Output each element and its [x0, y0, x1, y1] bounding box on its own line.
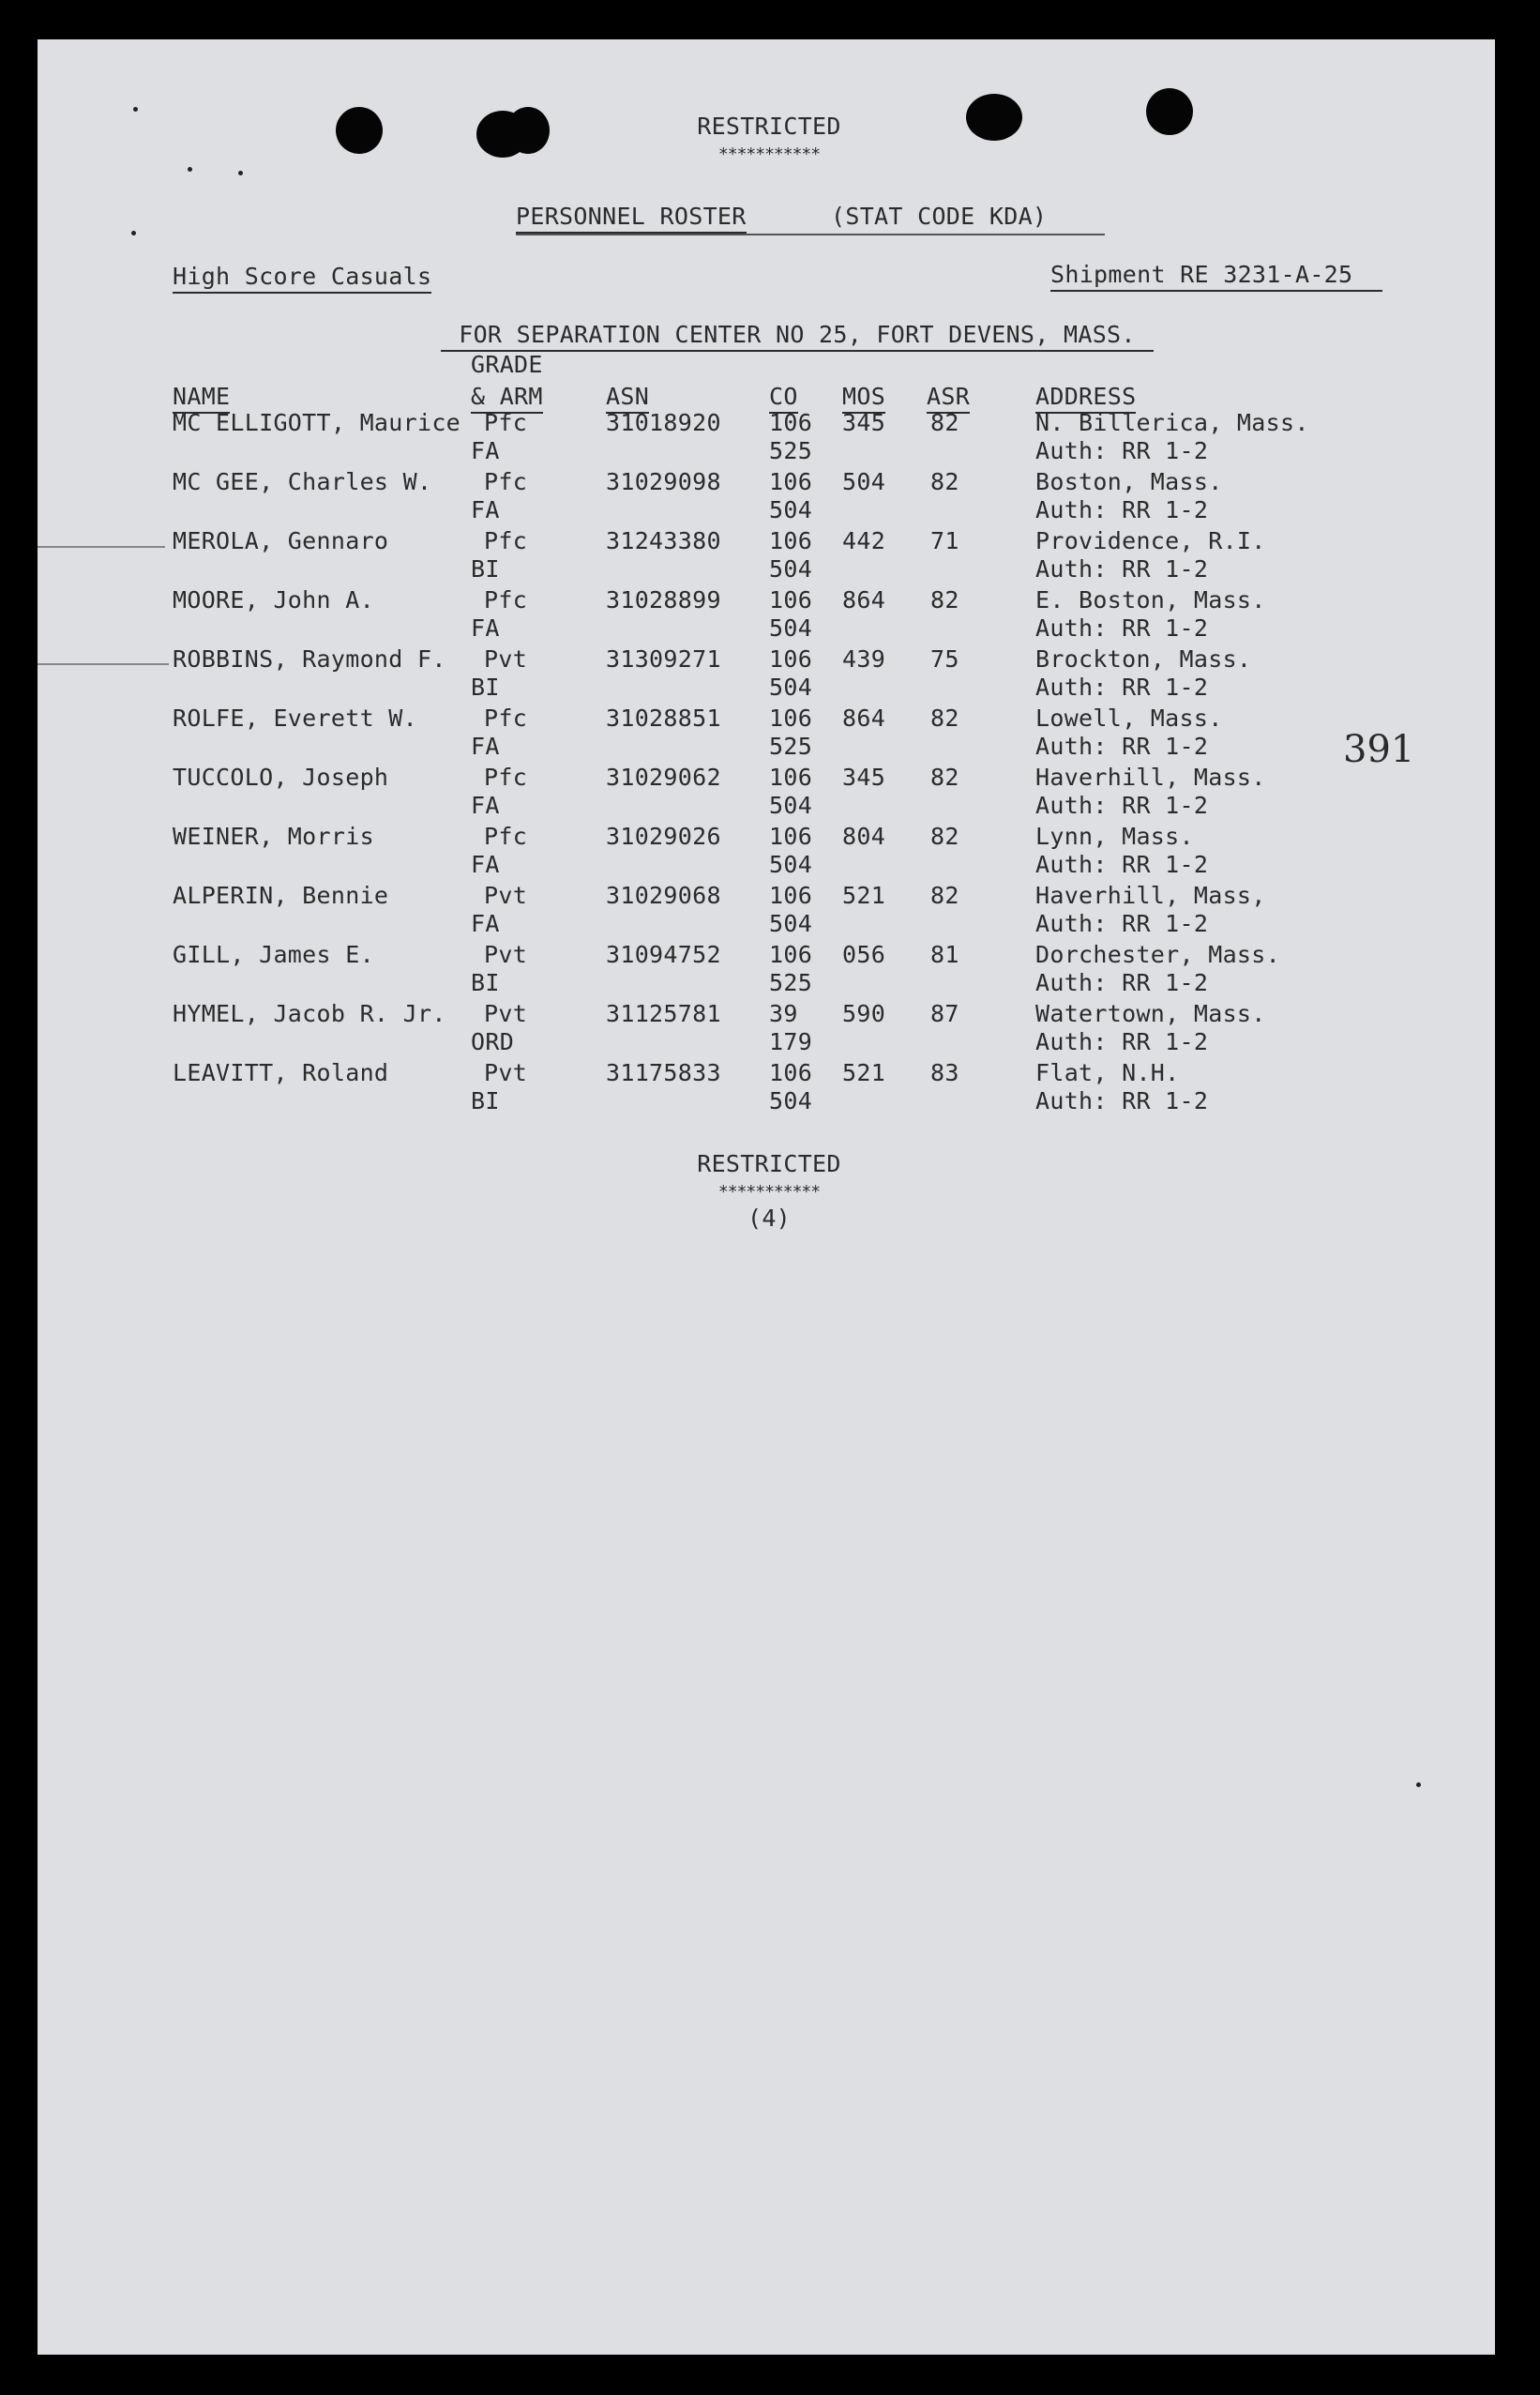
- row-name: MC ELLIGOTT, Maurice: [173, 409, 461, 436]
- row-co-1: 106: [769, 705, 813, 732]
- punch-hole: [966, 94, 1022, 141]
- row-address: Providence, R.I.: [1035, 527, 1266, 554]
- row-co-1: 106: [769, 882, 813, 909]
- row-address: E. Boston, Mass.: [1035, 586, 1266, 614]
- row-arm: FA: [471, 910, 500, 937]
- row-grade: Pvt: [484, 882, 528, 909]
- document-page: [38, 39, 1495, 2355]
- row-name: WEINER, Morris: [173, 823, 374, 850]
- row-mos: 521: [842, 1059, 886, 1086]
- table-row: [38, 527, 1495, 585]
- row-name: MEROLA, Gennaro: [173, 527, 389, 554]
- row-name: MC GEE, Charles W.: [173, 468, 432, 495]
- row-auth: Auth: RR 1-2: [1035, 437, 1209, 464]
- table-row: [38, 1059, 1495, 1117]
- stamped-page-number: 391: [1343, 728, 1415, 771]
- row-address: Dorchester, Mass.: [1035, 941, 1280, 968]
- row-co-2: 504: [769, 555, 813, 583]
- column-asr: ASR: [927, 383, 970, 414]
- column-mos: MOS: [842, 383, 885, 414]
- row-mos: 864: [842, 705, 886, 732]
- row-mos: 504: [842, 468, 886, 495]
- row-asr: 83: [930, 1059, 959, 1086]
- row-co-1: 106: [769, 1059, 813, 1086]
- table-row: [38, 1000, 1495, 1058]
- table-row: [38, 468, 1495, 526]
- row-asn: 31018920: [606, 409, 721, 436]
- speck: [238, 171, 243, 175]
- row-asr: 82: [930, 823, 959, 850]
- row-mos: 590: [842, 1000, 886, 1027]
- row-asr: 87: [930, 1000, 959, 1027]
- row-address: Boston, Mass.: [1035, 468, 1223, 495]
- row-co-1: 106: [769, 645, 813, 673]
- column-asn: ASN: [606, 383, 649, 414]
- destination-label: FOR SEPARATION CENTER NO 25, FORT DEVENS, MASS.: [441, 321, 1154, 352]
- row-auth: Auth: RR 1-2: [1035, 792, 1209, 819]
- table-row: [38, 882, 1495, 940]
- row-arm: BI: [471, 555, 500, 583]
- row-mos: 804: [842, 823, 886, 850]
- row-co-2: 525: [769, 437, 813, 464]
- row-asn: 31243380: [606, 527, 721, 554]
- row-grade: Pvt: [484, 645, 528, 673]
- row-name: HYMEL, Jacob R. Jr.: [173, 1000, 446, 1027]
- row-name: GILL, James E.: [173, 941, 374, 968]
- restricted-label-top: RESTRICTED: [697, 113, 841, 140]
- row-arm: FA: [471, 792, 500, 819]
- row-grade: Pfc: [484, 527, 528, 554]
- row-co-2: 179: [769, 1028, 813, 1055]
- row-grade: Pfc: [484, 764, 528, 791]
- row-co-1: 106: [769, 764, 813, 791]
- row-asr: 82: [930, 705, 959, 732]
- group-label: High Score Casuals: [173, 263, 431, 294]
- roster-title: PERSONNEL ROSTER: [516, 203, 747, 234]
- row-arm: FA: [471, 851, 500, 878]
- row-asn: 31029062: [606, 764, 721, 791]
- table-row: [38, 823, 1495, 881]
- table-row: [38, 764, 1495, 822]
- row-mos: 056: [842, 941, 886, 968]
- stat-code: (STAT CODE KDA): [831, 203, 1048, 230]
- row-mos: 439: [842, 645, 886, 673]
- speck: [131, 231, 136, 235]
- row-mos: 521: [842, 882, 886, 909]
- row-asn: 31028851: [606, 705, 721, 732]
- row-grade: Pfc: [484, 409, 528, 436]
- row-co-2: 504: [769, 792, 813, 819]
- row-name: MOORE, John A.: [173, 586, 374, 614]
- row-auth: Auth: RR 1-2: [1035, 555, 1209, 583]
- speck: [1416, 1782, 1421, 1787]
- row-co-2: 525: [769, 969, 813, 996]
- punch-hole: [506, 107, 550, 154]
- row-asr: 82: [930, 468, 959, 495]
- row-address: Haverhill, Mass,: [1035, 882, 1266, 909]
- row-asn: 31309271: [606, 645, 721, 673]
- row-grade: Pvt: [484, 1059, 528, 1086]
- row-co-1: 39: [769, 1000, 798, 1027]
- row-arm: BI: [471, 1087, 500, 1114]
- row-arm: BI: [471, 969, 500, 996]
- column-grade-arm: & ARM: [471, 383, 543, 414]
- row-arm: FA: [471, 437, 500, 464]
- row-mos: 864: [842, 586, 886, 614]
- row-mos: 345: [842, 409, 886, 436]
- row-co-2: 504: [769, 496, 813, 523]
- row-address: Watertown, Mass.: [1035, 1000, 1266, 1027]
- row-arm: ORD: [471, 1028, 515, 1055]
- restricted-stars-bottom: ***********: [717, 1182, 821, 1202]
- row-mos: 345: [842, 764, 886, 791]
- row-auth: Auth: RR 1-2: [1035, 733, 1209, 760]
- row-asr: 82: [930, 882, 959, 909]
- row-name: ROLFE, Everett W.: [173, 705, 417, 732]
- row-co-2: 504: [769, 614, 813, 642]
- row-auth: Auth: RR 1-2: [1035, 851, 1209, 878]
- row-co-2: 504: [769, 910, 813, 937]
- row-name: LEAVITT, Roland: [173, 1059, 389, 1086]
- row-auth: Auth: RR 1-2: [1035, 674, 1209, 701]
- row-auth: Auth: RR 1-2: [1035, 614, 1209, 642]
- row-asr: 81: [930, 941, 959, 968]
- restricted-stars-top: ***********: [717, 144, 821, 164]
- row-name: ROBBINS, Raymond F.: [173, 645, 446, 673]
- column-co: CO: [769, 383, 798, 414]
- row-grade: Pfc: [484, 468, 528, 495]
- column-name: NAME: [173, 383, 230, 414]
- row-asn: 31029068: [606, 882, 721, 909]
- row-co-1: 106: [769, 468, 813, 495]
- row-asn: 31125781: [606, 1000, 721, 1027]
- page-number: (4): [747, 1205, 792, 1232]
- row-auth: Auth: RR 1-2: [1035, 910, 1209, 937]
- row-asn: 31028899: [606, 586, 721, 614]
- row-asr: 75: [930, 645, 959, 673]
- row-grade: Pfc: [484, 705, 528, 732]
- row-grade: Pvt: [484, 941, 528, 968]
- restricted-label-bottom: RESTRICTED: [697, 1150, 841, 1177]
- table-row: [38, 941, 1495, 999]
- row-asr: 71: [930, 527, 959, 554]
- row-address: Flat, N.H.: [1035, 1059, 1180, 1086]
- punch-hole: [1146, 88, 1193, 135]
- column-address: ADDRESS: [1035, 383, 1136, 414]
- row-co-2: 504: [769, 674, 813, 701]
- table-row: [38, 645, 1495, 704]
- row-co-1: 106: [769, 409, 813, 436]
- row-name: TUCCOLO, Joseph: [173, 764, 389, 791]
- row-arm: FA: [471, 614, 500, 642]
- row-asn: 31029098: [606, 468, 721, 495]
- row-asn: 31175833: [606, 1059, 721, 1086]
- row-co-2: 525: [769, 733, 813, 760]
- row-grade: Pvt: [484, 1000, 528, 1027]
- row-auth: Auth: RR 1-2: [1035, 1028, 1209, 1055]
- speck: [133, 107, 138, 112]
- row-arm: FA: [471, 496, 500, 523]
- punch-hole: [336, 107, 383, 154]
- row-auth: Auth: RR 1-2: [1035, 1087, 1209, 1114]
- row-address: Brockton, Mass.: [1035, 645, 1252, 673]
- row-arm: BI: [471, 674, 500, 701]
- row-grade: Pfc: [484, 823, 528, 850]
- table-row: [38, 705, 1495, 763]
- row-co-1: 106: [769, 586, 813, 614]
- row-auth: Auth: RR 1-2: [1035, 496, 1209, 523]
- row-asn: 31094752: [606, 941, 721, 968]
- row-co-1: 106: [769, 527, 813, 554]
- table-row: [38, 586, 1495, 644]
- speck: [188, 167, 192, 172]
- row-address: Lynn, Mass.: [1035, 823, 1194, 850]
- row-asr: 82: [930, 586, 959, 614]
- row-co-2: 504: [769, 851, 813, 878]
- row-asr: 82: [930, 764, 959, 791]
- row-co-1: 106: [769, 941, 813, 968]
- row-address: Lowell, Mass.: [1035, 705, 1223, 732]
- row-name: ALPERIN, Bennie: [173, 882, 389, 909]
- row-auth: Auth: RR 1-2: [1035, 969, 1209, 996]
- row-asn: 31029026: [606, 823, 721, 850]
- shipment-label: Shipment RE 3231-A-25: [1050, 261, 1382, 292]
- roster-table: [38, 409, 1495, 1141]
- title-underline: [516, 234, 1105, 235]
- row-address: Haverhill, Mass.: [1035, 764, 1266, 791]
- row-grade: Pfc: [484, 586, 528, 614]
- row-asr: 82: [930, 409, 959, 436]
- table-row: [38, 409, 1495, 467]
- row-mos: 442: [842, 527, 886, 554]
- row-address: N. Billerica, Mass.: [1035, 409, 1309, 436]
- column-grade-top: GRADE: [471, 351, 543, 378]
- row-co-1: 106: [769, 823, 813, 850]
- row-co-2: 504: [769, 1087, 813, 1114]
- row-arm: FA: [471, 733, 500, 760]
